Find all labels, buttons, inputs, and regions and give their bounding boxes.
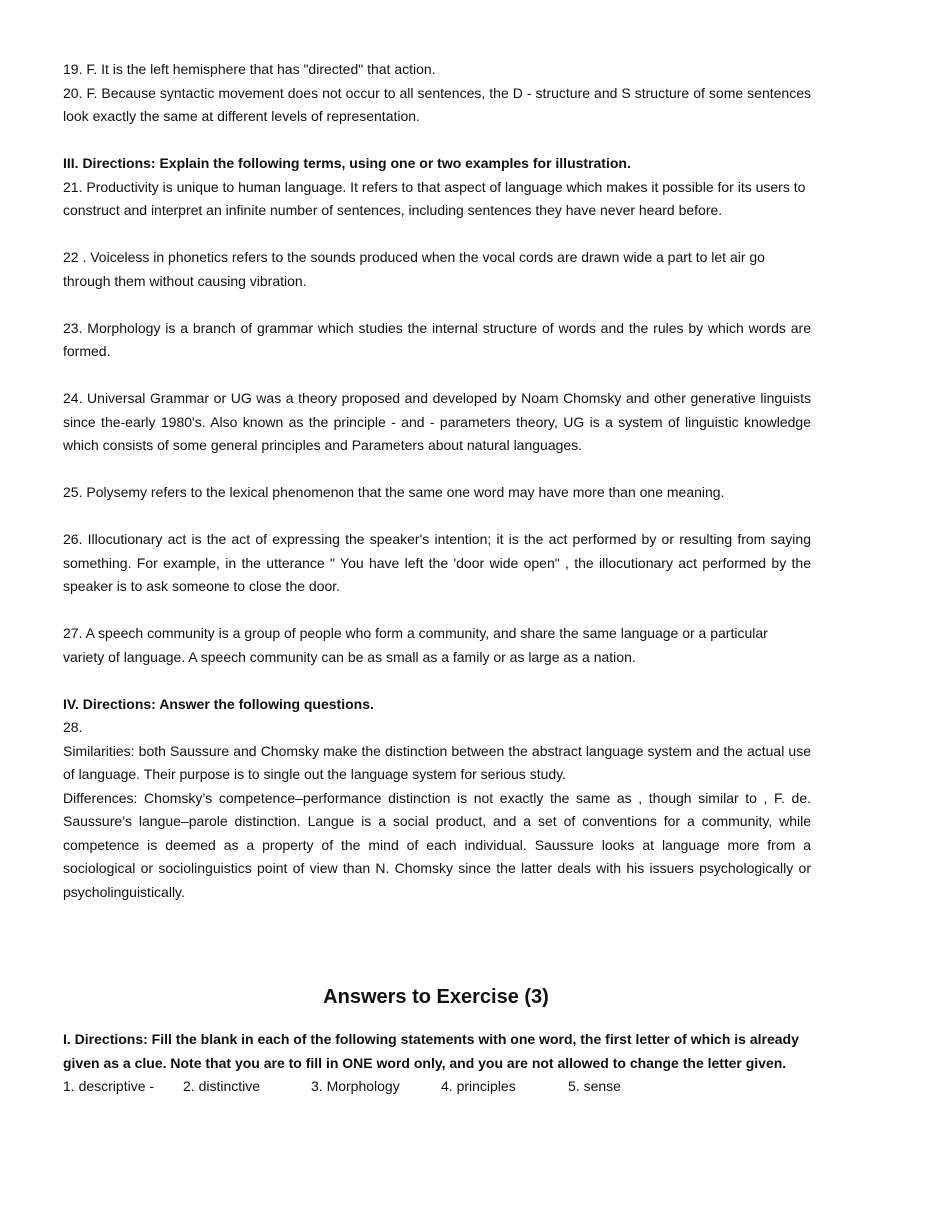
spacer (63, 458, 811, 482)
exercise-3-body (63, 1028, 811, 1099)
answer-28-similarities: Similarities: both Saussure and Chomsky make the distinction between the abstract language system and the actual use of language. Their purpose is to single out the language system for serious study. (63, 742, 811, 782)
answer-19: 19. F. It is the left hemisphere that has "directed" that action. (63, 61, 436, 77)
spacer (63, 599, 811, 623)
answer-25: 25. Polysemy refers to the lexical phenomenon that the same one word may have more than one meaning. (63, 484, 725, 500)
exercise-3-title: Answers to Exercise (3) (323, 986, 549, 1008)
answer-24: 24. Universal Grammar or UG was a theory proposed and developed by Noam Chomsky and other generative linguists since the-early 1980's. Also known as the principle - and - parameters theory, UG is a system of linguistic knowledge which consists of some general principles and Parameters about natural languages. (63, 390, 811, 453)
fill-blank-answer-2: 2. distinctive (183, 1078, 261, 1094)
answer-20: 20. F. Because syntactic movement does not occur to all sentences, the D - structure and S structure of some sentences look exactly the same at different levels of representation. (63, 84, 811, 124)
spacer (63, 129, 811, 153)
spacer (63, 505, 811, 529)
spacer (63, 669, 811, 693)
answer-22: 22 . Voiceless in phonetics refers to the sounds produced when the vocal cords are drawn wide a part to let air go through them without causing vibration. (63, 249, 765, 289)
spacer (63, 293, 811, 317)
answers-body (63, 58, 811, 904)
fill-blank-answer-1: 1. descriptive - (63, 1078, 155, 1094)
answer-21: 21. Productivity is unique to human language. It refers to that aspect of language which makes it possible for its users to construct and interpret an infinite number of sentences, including sentences they have never heard before. (63, 178, 806, 218)
answer-27: 27. A speech community is a group of people who form a community, and share the same language or a particular variety of language. A speech community can be as small as a family or as large as a nation. (63, 625, 768, 665)
fill-blank-answer-3: 3. Morphology (311, 1078, 400, 1094)
fill-blank-answer-4: 4. principles (441, 1078, 516, 1094)
answer-28-differences: Differences: Chomsky’s competence–performance distinction is not exactly the same as , though similar to , F. de. Saussure’s langue–parole distinction. Langue is a social product, and a set of conventions for a community, while competence is deemed as a property of the mind of each individual. Saussure looks at language more from a sociological or sociolinguistics point of view than N. Chomsky since the latter deals with his issuers psychologically or psycholinguistically. (63, 789, 811, 900)
spacer (63, 364, 811, 388)
fill-blank-answer-5: 5. sense (568, 1078, 621, 1094)
section-4-heading: IV. Directions: Answer the following questions. (63, 695, 374, 712)
exercise-3-section-1-heading: I. Directions: Fill the blank in each of the following statements with one word, the first letter of which is already given as a clue. Note that you are to fill in ONE word only, and you are not allowed to change the letter given. (63, 1031, 799, 1071)
answer-23: 23. Morphology is a branch of grammar which studies the internal structure of words and the rules by which words are formed. (63, 319, 811, 359)
answer-26: 26. Illocutionary act is the act of expressing the speaker's intention; it is the act performed by or resulting from saying something. For example, in the utterance " You have left the 'door wide open" , the illocutionary act performed by the speaker is to ask someone to close the door. (63, 531, 811, 594)
section-3-heading: III. Directions: Explain the following terms, using one or two examples for illustration. (63, 155, 631, 171)
fill-blank-answers (63, 1075, 811, 1099)
spacer (63, 223, 811, 247)
answer-28-number: 28. (63, 719, 83, 735)
